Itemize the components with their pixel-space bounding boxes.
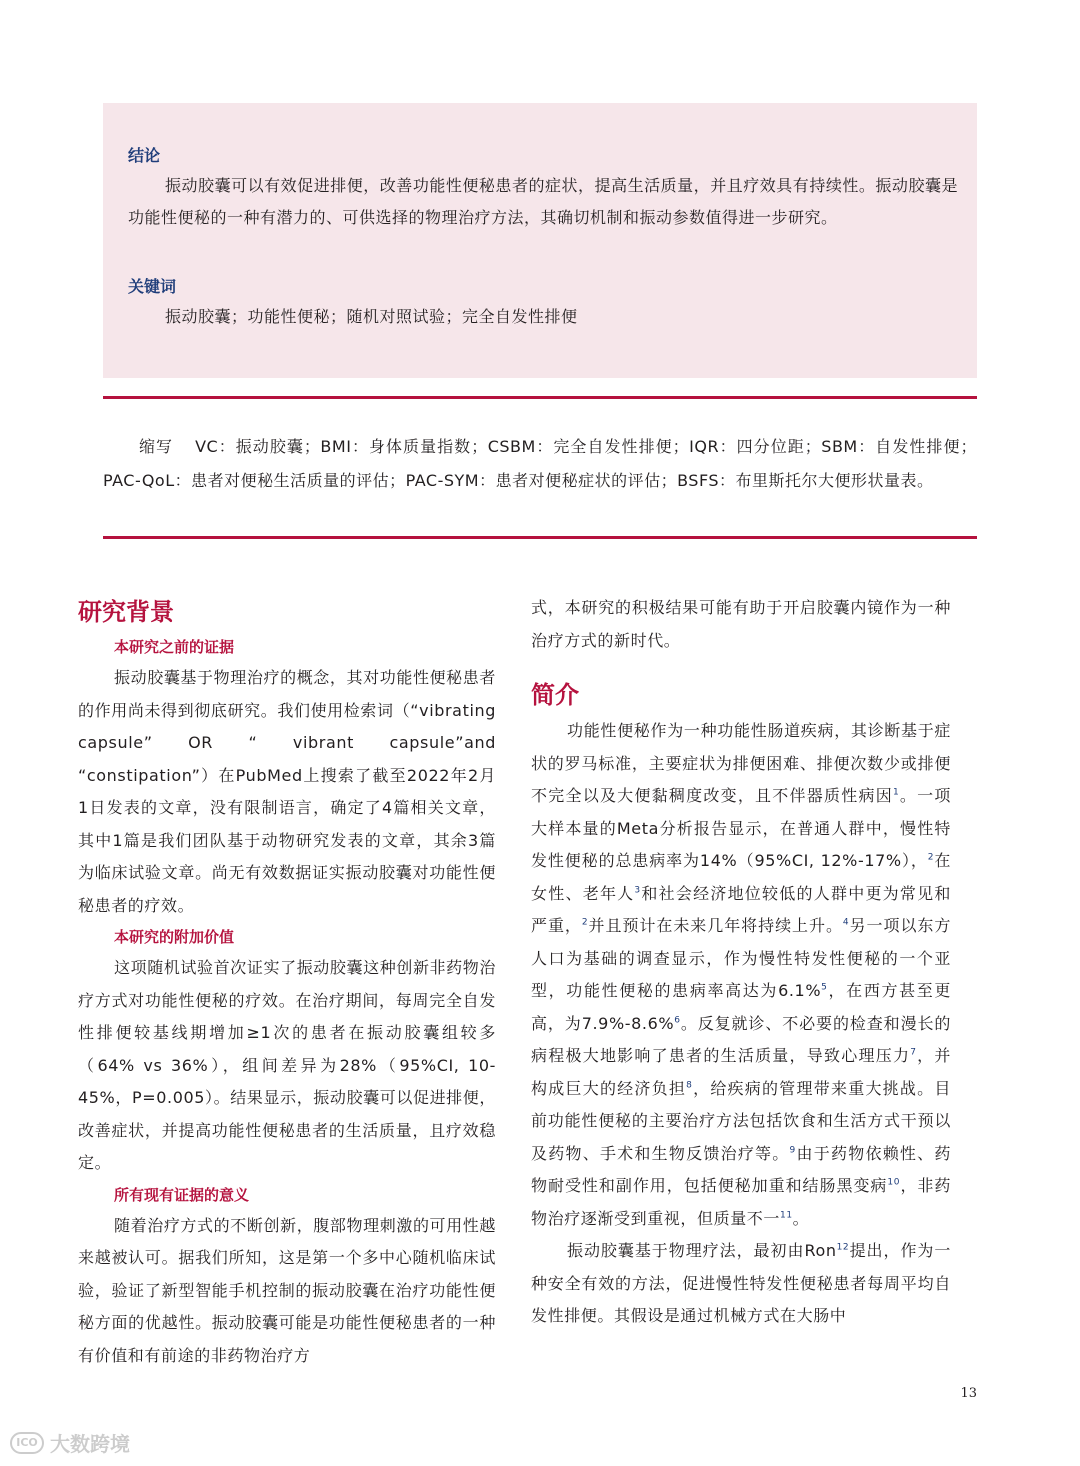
watermark-text: 大数跨境	[50, 1432, 130, 1456]
abbreviations-text: VC：振动胶囊；BMI：身体质量指数；CSBM：完全自发性排便；IQR：四分位距；SBM：自发性排便；PAC-QoL：患者对便秘生活质量的评估；PAC-SYM：患者对便秘症状的评估；BSFS：布里斯托尔大便形状量表。	[103, 437, 977, 490]
abbreviations-block	[103, 430, 977, 498]
left-column	[78, 592, 496, 1372]
section-title-introduction: 简介	[531, 680, 579, 709]
continuation-text: 式，本研究的积极结果可能有助于开启胶囊内镜作为一种治疗方式的新时代。	[531, 598, 951, 650]
subheading-prior-evidence: 本研究之前的证据	[114, 638, 235, 656]
intro-paragraph-2: 振动胶囊基于物理疗法，最初由Ron$^{12}$提出，作为一种安全有效的方法，促进慢性特发性便秘患者每周平均自发性排便。其假设是通过机械方式在大肠中	[531, 1241, 951, 1325]
added-value-text: 这项随机试验首次证实了振动胶囊这种创新非药物治疗方式对功能性便秘的疗效。在治疗期间，每周完全自发性排便较基线期增加≥1次的患者在振动胶囊组较多（64% vs 36%），组间差异为28%（95%CI, 10-45%，P=0.005）。结果显示，振动胶囊可以促进排便，改善症状，并提高功能性便秘患者的生活质量，且疗效稳定。	[78, 958, 496, 1172]
reference-marker: 1	[892, 787, 900, 798]
bottom-divider	[103, 536, 977, 539]
intro-paragraph-1: 功能性便秘作为一种功能性肠道疾病，其诊断基于症状的罗马标准，主要症状为排便困难、排便次数少或排便不完全以及大便黏稠度改变，且不伴器质性病因$^1$。一项大样本量的Meta分析报告显示，在普通人群中，慢性特发性便秘的总患病率为14%（95%CI, 12%-17%），$^2$在女性、老年人$^3$和社会经济地位较低的人群中更为常见和严重，$^2$并且预计在未来几年将持续上升。$^4$另一项以东方人口为基础的调查显示，作为慢性特发性便秘的一个亚型，功能性便秘的患病率高达为6.1%$^5$，在西方甚至更高，为7.9%-8.6%$^6$。反复就诊、不必要的检查和漫长的病程极大地影响了患者的生活质量，导致心理压力$^7$，并构成巨大的经济负担$^8$，给疾病的管理带来重大挑战。目前功能性便秘的主要治疗方法包括饮食和生活方式干预以及药物、手术和生物反馈治疗等。$^9$由于药物依赖性、药物耐受性和副作用，包括便秘加重和结肠黑变病$^{10}$，非药物治疗逐渐受到重视，但质量不一$^{11}$。	[531, 721, 952, 1228]
reference-marker: 7	[910, 1047, 917, 1058]
watermark-logo-icon: ICO	[10, 1432, 44, 1454]
watermark	[10, 1428, 130, 1457]
reference-marker: 11	[780, 1210, 793, 1221]
reference-marker: 4	[842, 917, 850, 928]
subheading-implications: 所有现有证据的意义	[114, 1185, 250, 1204]
abstract-box	[103, 103, 977, 378]
keywords-heading: 关键词	[128, 277, 177, 296]
reference-marker: 10	[887, 1177, 901, 1188]
reference-marker: 6	[674, 1015, 681, 1026]
reference-marker: 2	[927, 852, 935, 863]
conclusion-text: 振动胶囊可以有效促进排便，改善功能性便秘患者的症状，提高生活质量，并且疗效具有持续性。振动胶囊是功能性便秘的一种有潜力的、可供选择的物理治疗方法，其确切机制和振动参数值得进一步研究。	[128, 176, 958, 227]
reference-marker: 3	[634, 885, 641, 896]
page-number: 13	[960, 1386, 977, 1401]
top-divider	[103, 396, 977, 399]
reference-marker: 2	[581, 917, 589, 928]
subheading-added-value: 本研究的附加价值	[114, 928, 235, 946]
reference-marker: 9	[789, 1145, 796, 1156]
reference-marker: 8	[686, 1080, 693, 1091]
abbreviations-label: 缩写	[139, 437, 174, 456]
right-column	[531, 592, 951, 1333]
prior-evidence-text: 振动胶囊基于物理治疗的概念，其对功能性便秘患者的作用尚未得到彻底研究。我们使用检索词（“vibrating capsule” OR “ vibrant capsule”and “constipation”）在PubMed上搜索了截至2022年2月1日发表的文章，没有限制语言，确定了4篇相关文章，其中1篇是我们团队基于动物研究发表的文章，其余3篇为临床试验文章。尚无有效数据证实振动胶囊对功能性便秘患者的疗效。	[78, 668, 496, 915]
conclusion-heading: 结论	[128, 146, 161, 165]
section-title-research-background: 研究背景	[78, 597, 174, 626]
keywords-text: 振动胶囊；功能性便秘；随机对照试验；完全自发性排便	[165, 307, 578, 326]
implications-text: 随着治疗方式的不断创新，腹部物理刺激的可用性越来越被认可。据我们所知，这是第一个多中心随机临床试验，验证了新型智能手机控制的振动胶囊在治疗功能性便秘方面的优越性。振动胶囊可能是功能性便秘患者的一种有价值和有前途的非药物治疗方	[78, 1215, 496, 1365]
reference-marker: 5	[821, 982, 828, 993]
reference-marker: 12	[836, 1242, 850, 1253]
